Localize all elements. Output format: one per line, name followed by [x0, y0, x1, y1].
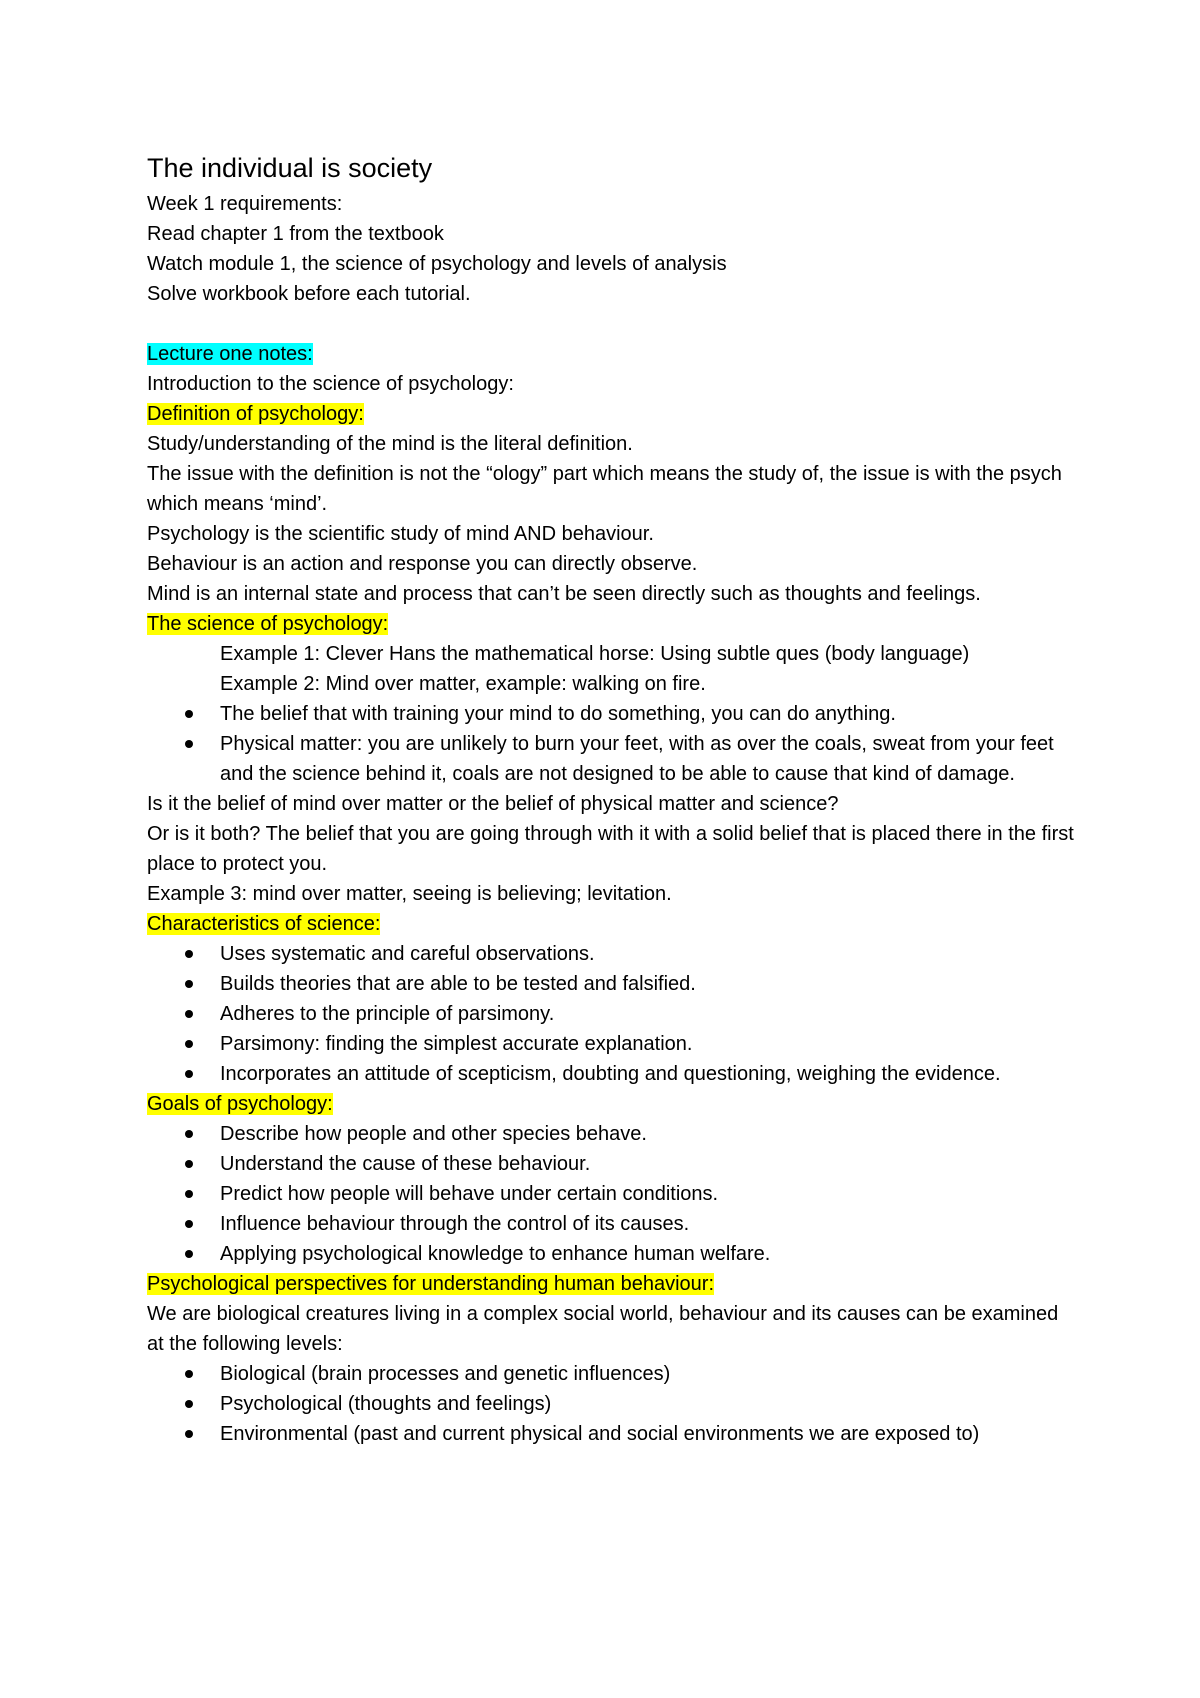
bullet-icon: [185, 980, 193, 988]
definition-line: The issue with the definition is not the “ology” part which means the study of, the issue is with the psych which means ‘mind’.: [147, 463, 1062, 515]
list-item: [147, 1359, 1077, 1389]
bullet-icon: [185, 1430, 193, 1438]
bullet-icon: [185, 1190, 193, 1198]
definition-line: Study/understanding of the mind is the literal definition.: [147, 433, 633, 455]
science-bullet-list: [147, 699, 1077, 789]
list-item: [147, 1179, 1077, 1209]
perspectives-line: We are biological creatures living in a complex social world, behaviour and its causes can be examined at the following levels:: [147, 1303, 1059, 1355]
bullet-icon: [185, 1040, 193, 1048]
goals-heading: Goals of psychology:: [147, 1093, 333, 1115]
list-item: [147, 939, 1077, 969]
blank-line: [147, 309, 1077, 339]
definition-heading: Definition of psychology:: [147, 403, 364, 425]
list-item-text: Psychological (thoughts and feelings): [220, 1393, 552, 1415]
list-item: [147, 1239, 1077, 1269]
list-item-text: Biological (brain processes and genetic influences): [220, 1363, 671, 1385]
intro-line: Week 1 requirements:: [147, 193, 343, 215]
science-line: Or is it both? The belief that you are going through with it with a solid belief that is placed there in the first place to protect you.: [147, 823, 1074, 875]
list-item: [147, 1059, 1077, 1089]
bullet-icon: [185, 1250, 193, 1258]
science-example: Example 1: Clever Hans the mathematical horse: Using subtle ques (body language): [220, 643, 970, 665]
science-heading: The science of psychology:: [147, 613, 389, 635]
bullet-icon: [185, 1070, 193, 1078]
bullet-icon: [185, 740, 193, 748]
intro-line: Watch module 1, the science of psychology and levels of analysis: [147, 253, 727, 275]
bullet-icon: [185, 1370, 193, 1378]
science-line: Example 3: mind over matter, seeing is believing; levitation.: [147, 883, 672, 905]
bullet-icon: [185, 950, 193, 958]
list-item: [147, 969, 1077, 999]
definition-line: Mind is an internal state and process that can’t be seen directly such as thoughts and feelings.: [147, 583, 981, 605]
list-item: [147, 699, 1077, 729]
perspectives-heading: Psychological perspectives for understanding human behaviour:: [147, 1273, 715, 1295]
document-title: The individual is society: [147, 153, 433, 183]
science-line: Is it the belief of mind over matter or the belief of physical matter and science?: [147, 793, 839, 815]
science-example: Example 2: Mind over matter, example: walking on fire.: [220, 673, 706, 695]
list-item: [147, 1209, 1077, 1239]
list-item-text: Influence behaviour through the control of its causes.: [220, 1213, 690, 1235]
definition-line: Psychology is the scientific study of mind AND behaviour.: [147, 523, 654, 545]
list-item-text: Environmental (past and current physical and social environments we are exposed to): [220, 1423, 980, 1445]
characteristics-bullet-list: [147, 939, 1077, 1089]
list-item-text: The belief that with training your mind to do something, you can do anything.: [220, 703, 896, 725]
list-item: [147, 729, 1077, 789]
list-item: [147, 1389, 1077, 1419]
bullet-icon: [185, 1160, 193, 1168]
list-item-text: Uses systematic and careful observations.: [220, 943, 595, 965]
bullet-icon: [185, 1220, 193, 1228]
intro-line: Solve workbook before each tutorial.: [147, 283, 471, 305]
list-item: [147, 1119, 1077, 1149]
bullet-icon: [185, 710, 193, 718]
bullet-icon: [185, 1130, 193, 1138]
list-item-text: Physical matter: you are unlikely to burn your feet, with as over the coals, sweat from your feet and the science behind it, coals are not designed to be able to cause that kind of damage.: [220, 733, 1054, 785]
list-item-text: Incorporates an attitude of scepticism, doubting and questioning, weighing the evidence.: [220, 1063, 1001, 1085]
goals-bullet-list: [147, 1119, 1077, 1269]
list-item: [147, 999, 1077, 1029]
intro-line: Read chapter 1 from the textbook: [147, 223, 444, 245]
list-item: [147, 1419, 1077, 1449]
list-item-text: Parsimony: finding the simplest accurate explanation.: [220, 1033, 693, 1055]
intro-science-line: Introduction to the science of psychology:: [147, 373, 514, 395]
list-item-text: Understand the cause of these behaviour.: [220, 1153, 591, 1175]
bullet-icon: [185, 1010, 193, 1018]
list-item-text: Describe how people and other species behave.: [220, 1123, 647, 1145]
document-content: [147, 150, 1077, 1449]
perspectives-bullet-list: [147, 1359, 1077, 1449]
list-item-text: Builds theories that are able to be tested and falsified.: [220, 973, 696, 995]
list-item-text: Adheres to the principle of parsimony.: [220, 1003, 555, 1025]
list-item: [147, 1029, 1077, 1059]
definition-line: Behaviour is an action and response you can directly observe.: [147, 553, 698, 575]
list-item: [147, 1149, 1077, 1179]
bullet-icon: [185, 1400, 193, 1408]
characteristics-heading: Characteristics of science:: [147, 913, 381, 935]
lecture-heading: Lecture one notes:: [147, 343, 313, 365]
list-item-text: Applying psychological knowledge to enhance human welfare.: [220, 1243, 771, 1265]
list-item-text: Predict how people will behave under certain conditions.: [220, 1183, 719, 1205]
